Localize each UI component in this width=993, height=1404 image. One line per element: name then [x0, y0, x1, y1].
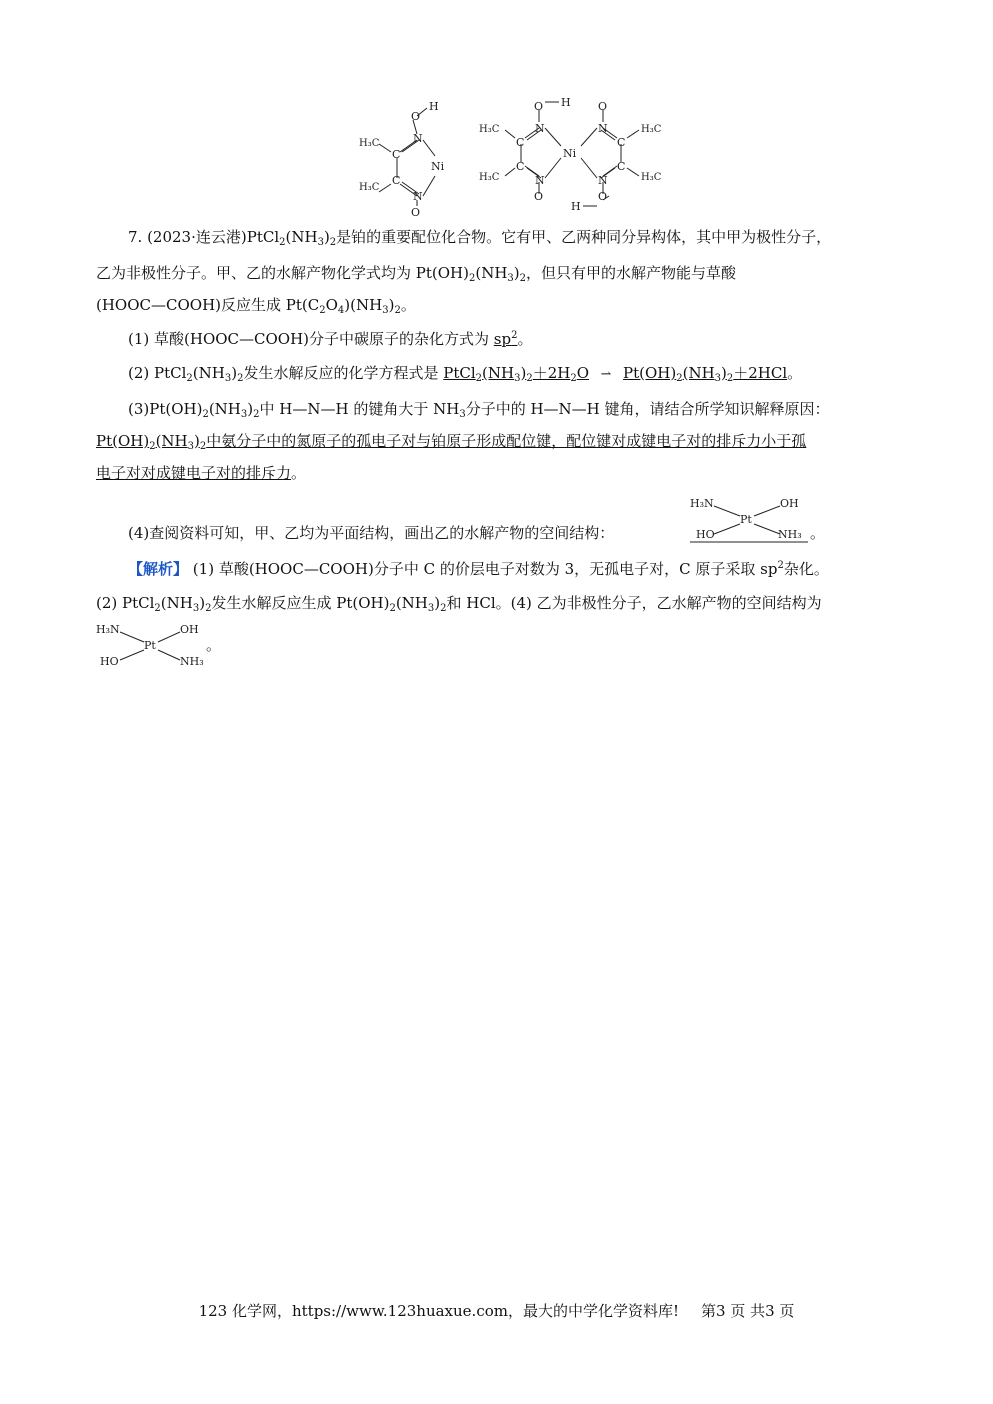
- part-1-line: (1) 草酸(HOOC—COOH)分子中碳原子的杂化方式为 $sp^2$。: [128, 330, 533, 348]
- oh-ligand-label: OH: [180, 623, 199, 636]
- analysis-line-1: 【解析】 (1) 草酸(HOOC—COOH)分子中 C 的价层电子对数为 3，无孤电子对，C 原子采取 $sp^2$杂化。: [128, 560, 829, 578]
- c-atom-label: C: [516, 136, 525, 149]
- part-2-line: (2) $PtCl_2(NH_3)_2$发生水解反应的化学方程式是 $PtCl_2(NH_3)_2+2H_2O$ ⇀ $Pt(OH)_2(NH_3)_2+2HCl$。: [128, 364, 803, 384]
- analysis-tag: 【解析】: [128, 560, 189, 578]
- h-atom-label: H: [561, 96, 571, 109]
- c-atom-label: C: [392, 174, 401, 187]
- c-atom-label: C: [516, 160, 525, 173]
- ho-ligand-label: HO: [100, 655, 119, 668]
- page-footer: [0, 1300, 993, 1321]
- h3n-ligand-label: H₃N: [96, 623, 120, 636]
- pt-trans-structure-analysis: [96, 620, 208, 670]
- methyl-label: H₃C: [479, 172, 500, 183]
- n-atom-label: N: [598, 122, 608, 135]
- question-stem-line-1: 7. (2023·连云港)$PtCl_2(NH_3)_2$是铂的重要配位化合物。它有甲、乙两种同分异构体，其中甲为极性分子，: [128, 228, 832, 248]
- answer-hybridization: $sp^2$: [493, 330, 518, 348]
- ni-atom-label: Ni: [563, 147, 577, 160]
- oh-ligand-label: OH: [780, 497, 799, 510]
- h3n-ligand-label: H₃N: [690, 497, 714, 510]
- o-atom-label: O: [411, 110, 421, 123]
- n-atom-label: N: [413, 190, 423, 203]
- c-atom-label: C: [617, 160, 626, 173]
- h-atom-label: H: [429, 100, 439, 113]
- c-atom-label: C: [392, 148, 401, 161]
- footer-site-text: 123 化学网，https://www.123huaxue.com，最大的中学化学资料库!: [198, 1302, 680, 1320]
- methyl-label: H₃C: [641, 124, 662, 135]
- o-atom-label: O: [534, 100, 544, 113]
- h-atom-label: H: [571, 200, 581, 213]
- reaction-arrow-icon: ⇀: [600, 367, 612, 382]
- nh3-ligand-label: NH₃: [778, 528, 802, 541]
- part-3-answer-line-2: 电子对对成键电子对的排斥力。: [96, 464, 307, 482]
- pt-atom-label: Pt: [144, 639, 156, 652]
- ni-atom-label: Ni: [431, 160, 445, 173]
- o-atom-label: O: [598, 100, 608, 113]
- o-atom-label: O: [598, 190, 608, 203]
- analysis-line-2: (2) $PtCl_2(NH_3)_2$发生水解反应生成 $Pt(OH)_2(NH_3)_2$和 HCl。(4) 乙为非极性分子，乙水解产物的空间结构为: [96, 594, 822, 614]
- part-4-end: 。: [810, 524, 826, 542]
- question-stem-line-2: 乙为非极性分子。甲、乙的水解产物化学式均为 $Pt(OH)_2(NH_3)_2$，但只有甲的水解产物能与草酸: [96, 264, 737, 284]
- n-atom-label: N: [413, 132, 423, 145]
- question-stem-line-3: (HOOC—COOH)反应生成 $Pt(C_2O_4)(NH_3)_2$。: [96, 296, 416, 316]
- methyl-label: H₃C: [479, 124, 500, 135]
- methyl-label: H₃C: [359, 138, 380, 149]
- methyl-label: H₃C: [359, 182, 380, 193]
- part-4-line: (4)查阅资料可知，甲、乙均为平面结构，画出乙的水解产物的空间结构：: [128, 524, 615, 542]
- ho-ligand-label: HO: [696, 528, 715, 541]
- n-atom-label: N: [535, 122, 545, 135]
- pt-atom-label: Pt: [740, 513, 752, 526]
- nh3-ligand-label: NH₃: [180, 655, 204, 668]
- analysis-end: 。: [206, 636, 222, 654]
- pt-trans-structure-answer: [690, 494, 810, 544]
- c-atom-label: C: [617, 136, 626, 149]
- ni-dimethylglyoxime-figure: [355, 96, 675, 220]
- n-atom-label: N: [535, 174, 545, 187]
- o-atom-label: O: [411, 206, 421, 219]
- methyl-label: H₃C: [641, 172, 662, 183]
- ni-half-complex-structure: [379, 108, 435, 206]
- part-3-question-line: $(3)Pt(OH)_2(NH_3)_2$中 H—N—H 的键角大于 $NH_3$分子中的 H—N—H 键角，请结合所学知识解释原因：: [128, 400, 830, 420]
- part-3-answer-line-1: $Pt(OH)_2(NH_3)_2$中氨分子中的氮原子的孤电子对与铂原子形成配位键，配位键对成键电子对的排斥力小于孤: [96, 432, 807, 452]
- footer-page-number: 第3 页 共3 页: [701, 1302, 795, 1320]
- o-atom-label: O: [534, 190, 544, 203]
- answer-hydrolysis-equation: $PtCl_2(NH_3)_2+2H_2O$ ⇀ $Pt(OH)_2(NH_3)_2+2HCl$: [443, 364, 788, 384]
- n-atom-label: N: [598, 174, 608, 187]
